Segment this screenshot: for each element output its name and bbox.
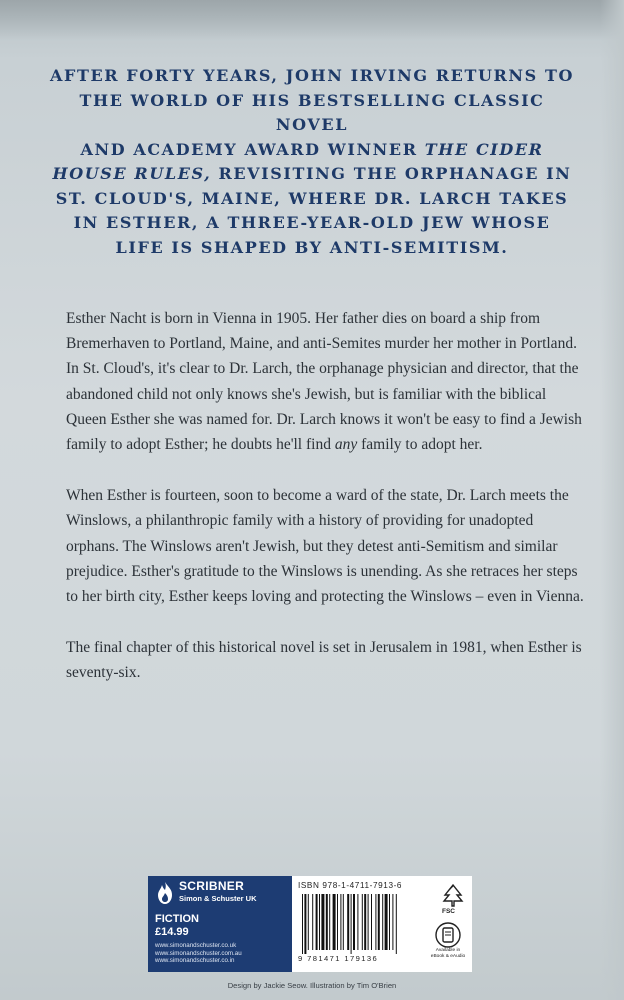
price-label: £14.99 [155,926,189,938]
publisher-urls [155,942,242,965]
headline-blurb [40,64,584,260]
blurb-line: LIFE IS SHAPED BY ANTI-SEMITISM. [115,237,509,257]
isbn-label: ISBN 978-1-4711-7913-6 [298,881,403,890]
blurb-line [40,162,584,187]
publisher-barcode-panel [148,876,472,972]
paragraph-text: Esther Nacht is born in Vienna in 1905. Her father dies on board a ship from Bremerhaven to Portland, Maine, and anti-Semites murder her mother in Portland. In St. Cloud's, it's clear to Dr. Larch, the orphanage physician and director, that the abandoned child not only knows she's Jewish, but is familiar with the biblical Queen Esther she was named for. Dr. Larch knows it won't be easy to find a Jewish family to adopt Esther; he doubts he'll find [66,310,582,454]
isbn-digits: 9 781471 179136 [298,954,379,963]
synopsis-paragraph-1 [66,306,586,457]
barcode [300,894,428,954]
publisher-subtitle: Simon & Schuster UK [179,894,257,903]
ebook-label-line: eBook & eAudio [430,954,466,959]
isbn-block [298,876,418,972]
blurb-line [40,138,584,163]
publisher-name: SCRIBNER [179,879,245,893]
publisher-block [148,876,292,972]
ebook-icon [434,922,462,948]
ebook-label-line: Available in [435,948,461,953]
blurb-line: IN ESTHER, A THREE-YEAR-OLD JEW WHOSE [73,213,551,232]
blurb-text: AND ACADEMY AWARD WINNER [80,139,425,159]
synopsis [66,306,586,712]
fsc-label: FSC [442,908,455,915]
blurb-line: THE WORLD OF HIS BESTSELLING CLASSIC NOVEL [79,90,545,134]
book-title-italic: THE CIDER [424,139,544,159]
fsc-tree-icon [440,882,466,908]
url-item: www.simonandschuster.co.uk [155,942,237,949]
blurb-line: AFTER FORTY YEARS, JOHN IRVING RETURNS TO [49,66,575,85]
emphasis-text: any [334,436,358,454]
synopsis-paragraph-2: When Esther is fourteen, soon to become a ward of the state, Dr. Larch meets the Winslows, a philanthropic family with a history of providing for unadopted orphans. The Winslows aren't Jewish, but they detest anti-Semitism and similar prejudice. Esther's gratitude to the Winslows is unending. As she retraces her steps to her birth city, Esther keeps loving and protecting the Winslows – even in Vienna. [66,487,584,606]
paragraph-text: family to adopt her. [357,436,483,454]
synopsis-paragraph-3: The final chapter of this historical novel is set in Jerusalem in 1981, when Esther is seventy-six. [66,639,582,682]
flame-logo-icon [154,881,176,905]
ebook-label [428,948,468,960]
url-item: www.simonandschuster.com.au [155,949,242,957]
blurb-line: ST. CLOUD'S, MAINE, WHERE DR. LARCH TAKES [55,188,569,208]
url-item: www.simonandschuster.co.in [155,957,235,965]
genre-label: FICTION [155,913,199,925]
book-title-italic: HOUSE RULES, [52,164,212,183]
design-credits: Design by Jackie Seow. Illustration by Tim O'Brien [227,981,397,990]
blurb-text: REVISITING THE ORPHANAGE IN [211,164,572,183]
